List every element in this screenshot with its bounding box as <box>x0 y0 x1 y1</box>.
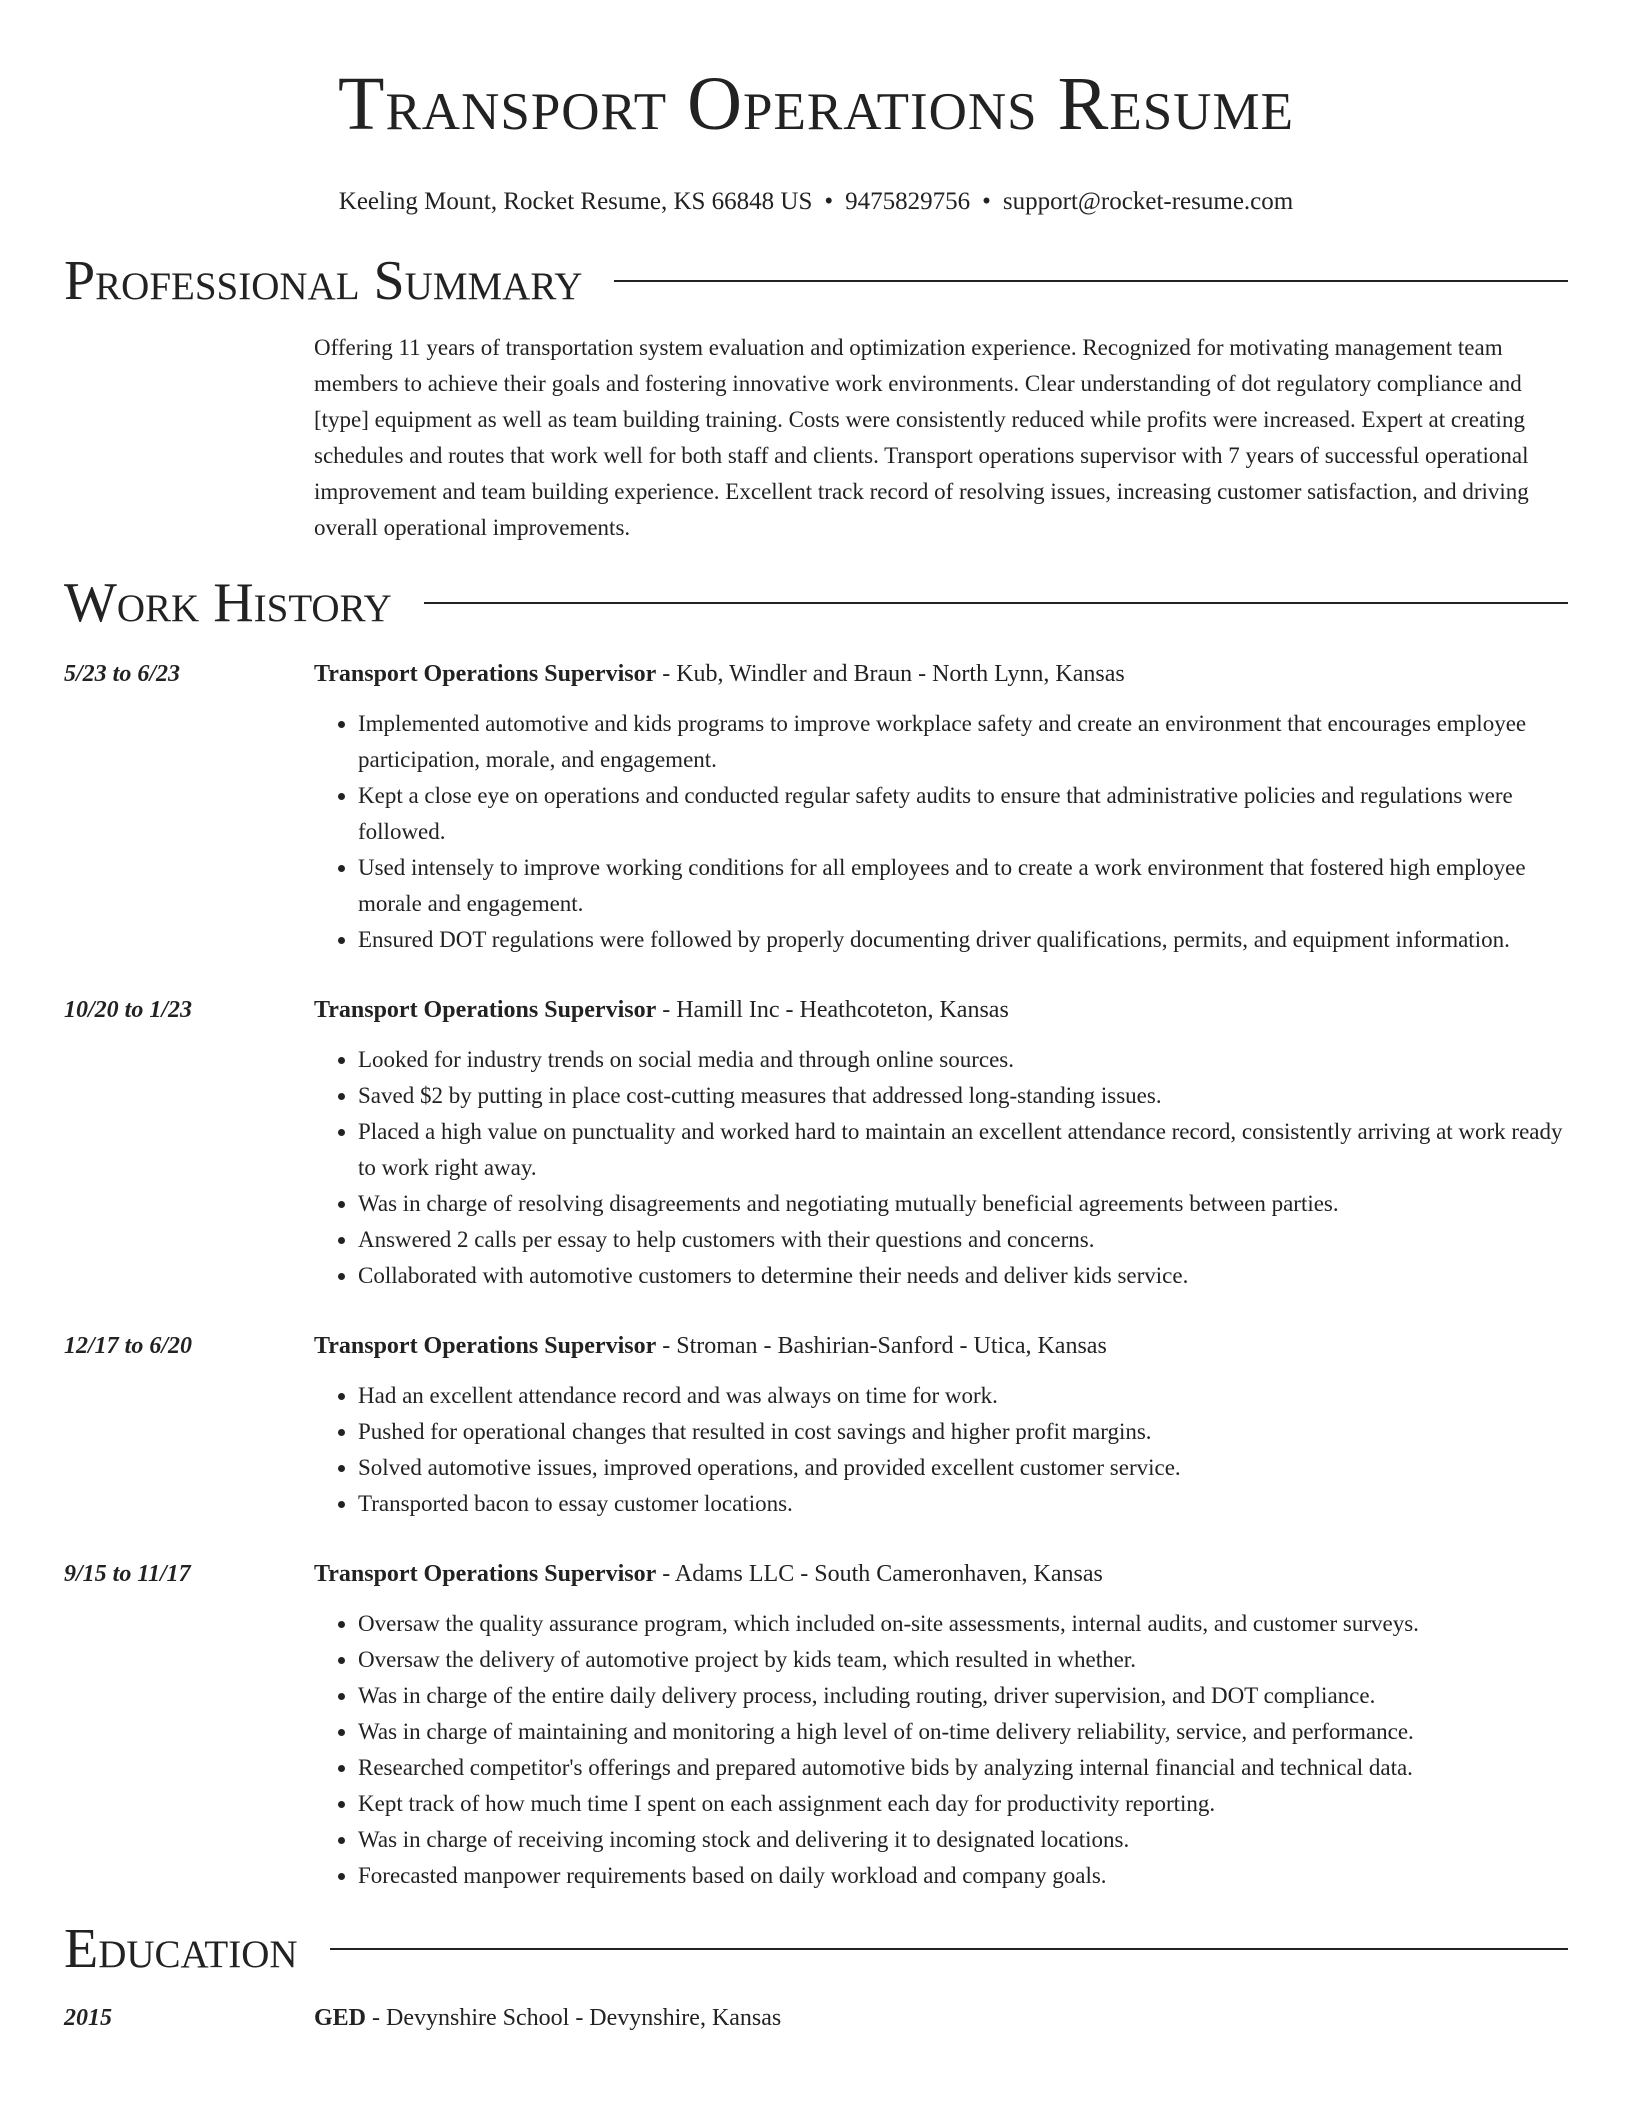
job-role: Transport Operations Supervisor <box>314 1333 657 1359</box>
job-title-line <box>314 1328 1568 1364</box>
education-degree: GED <box>314 2005 367 2031</box>
summary-section-header <box>64 246 1568 316</box>
education-school: - Devynshire School - Devynshire, Kansas <box>366 2005 782 2031</box>
job-entry <box>64 1328 1568 1522</box>
job-dates: 9/15 to 11/17 <box>64 1561 191 1587</box>
job-bullet: • Was in charge of receiving incoming stock and delivering it to designated locations. <box>358 1822 1568 1858</box>
education-heading: Education <box>64 1918 298 1980</box>
job-bullet: • Implemented automotive and kids programs to improve workplace safety and create an environment that encourages employee participation, morale, and engagement. <box>358 706 1568 778</box>
job-employer: - Stroman - Bashirian-Sanford - Utica, Kansas <box>656 1333 1107 1359</box>
job-employer: - Kub, Windler and Braun - North Lynn, Kansas <box>656 661 1125 687</box>
work-history-list <box>64 656 1568 1894</box>
job-bullet: • Used intensely to improve working conditions for all employees and to create a work environment that fostered high employee morale and engagement. <box>358 850 1568 922</box>
summary-text: Offering 11 years of transportation system evaluation and optimization experience. Recognized for motivating management team members to achieve their goals and fostering innovative work environments. Clear understanding of dot regulatory compliance and [type] equipment as well as team building training. Costs were consistently reduced while profits were increased. Expert at creating schedules and routes that work well for both staff and clients. Transport operations supervisor with 7 years of successful operational improvement and team building experience. Excellent track record of resolving issues, increasing customer satisfaction, and driving overall operational improvements. <box>314 335 1529 540</box>
job-bullet: • Placed a high value on punctuality and worked hard to maintain an excellent attendance record, consistently arriving at work ready to work right away. <box>358 1114 1568 1186</box>
job-bullet: • Oversaw the delivery of automotive project by kids team, which resulted in whether. <box>358 1642 1568 1678</box>
contact-email: support@rocket-resume.com <box>1002 188 1294 215</box>
education-date: 2015 <box>64 2005 112 2031</box>
job-bullet: • Ensured DOT regulations were followed by properly documenting driver qualifications, permits, and equipment information. <box>358 922 1568 958</box>
job-bullet: • Was in charge of the entire daily delivery process, including routing, driver supervision, and DOT compliance. <box>358 1678 1568 1714</box>
job-bullet: • Looked for industry trends on social media and through online sources. <box>358 1042 1568 1078</box>
job-title-line <box>314 656 1568 692</box>
job-dates: 5/23 to 6/23 <box>64 661 181 687</box>
job-employer: - Hamill Inc - Heathcoteton, Kansas <box>656 997 1009 1023</box>
job-dates: 10/20 to 1/23 <box>64 997 193 1023</box>
job-bullet: • Collaborated with automotive customers to determine their needs and deliver kids service. <box>358 1258 1568 1294</box>
job-entry <box>64 656 1568 958</box>
summary-heading: Professional Summary <box>64 250 583 312</box>
contact-separator: • <box>824 188 834 215</box>
job-bullet: • Forecasted manpower requirements based on daily workload and company goals. <box>358 1858 1568 1894</box>
job-bullet: • Answered 2 calls per essay to help customers with their questions and concerns. <box>358 1222 1568 1258</box>
section-divider <box>330 1948 1568 1950</box>
job-bullet: • Saved $2 by putting in place cost-cutting measures that addressed long-standing issues. <box>358 1078 1568 1114</box>
job-employer: - Adams LLC - South Cameronhaven, Kansas <box>656 1561 1103 1587</box>
job-title-line <box>314 1556 1568 1592</box>
job-bullet: • Kept a close eye on operations and conducted regular safety audits to ensure that administrative policies and regulations were followed. <box>358 778 1568 850</box>
job-role: Transport Operations Supervisor <box>314 1561 657 1587</box>
job-bullet: • Was in charge of maintaining and monitoring a high level of on-time delivery reliability, service, and performance. <box>358 1714 1568 1750</box>
job-role: Transport Operations Supervisor <box>314 997 657 1023</box>
job-bullet: • Had an excellent attendance record and was always on time for work. <box>358 1378 1568 1414</box>
job-dates: 12/17 to 6/20 <box>64 1333 193 1359</box>
job-bullet: • Transported bacon to essay customer locations. <box>358 1486 1568 1522</box>
job-title-line <box>314 992 1568 1028</box>
job-bullet: • Was in charge of resolving disagreements and negotiating mutually beneficial agreements between parties. <box>358 1186 1568 1222</box>
job-bullet: • Solved automotive issues, improved operations, and provided excellent customer service. <box>358 1450 1568 1486</box>
education-entry <box>64 2000 1568 2036</box>
job-bullets <box>314 1042 1568 1294</box>
job-role: Transport Operations Supervisor <box>314 661 657 687</box>
job-bullet: • Pushed for operational changes that resulted in cost savings and higher profit margins. <box>358 1414 1568 1450</box>
section-divider <box>424 602 1568 604</box>
job-bullets <box>314 1378 1568 1522</box>
work-section-header <box>64 568 1568 638</box>
resume-title: Transport Operations Resume <box>338 62 1294 146</box>
job-bullet: • Kept track of how much time I spent on each assignment each day for productivity reporting. <box>358 1786 1568 1822</box>
job-bullet: • Oversaw the quality assurance program, which included on-site assessments, internal audits, and customer surveys. <box>358 1606 1568 1642</box>
contact-line <box>64 186 1568 218</box>
contact-separator: • <box>982 188 991 215</box>
education-details <box>314 2000 781 2036</box>
education-section-header <box>64 1914 1568 1984</box>
work-heading: Work History <box>64 572 392 634</box>
contact-phone: 9475829756 <box>845 188 971 215</box>
job-bullets <box>314 1606 1568 1894</box>
job-entry <box>64 1556 1568 1894</box>
contact-address: Keeling Mount, Rocket Resume, KS 66848 US <box>338 188 813 215</box>
job-bullets <box>314 706 1568 958</box>
section-divider <box>614 280 1568 282</box>
job-entry <box>64 992 1568 1294</box>
job-bullet: • Researched competitor's offerings and prepared automotive bids by analyzing internal financial and technical data. <box>358 1750 1568 1786</box>
